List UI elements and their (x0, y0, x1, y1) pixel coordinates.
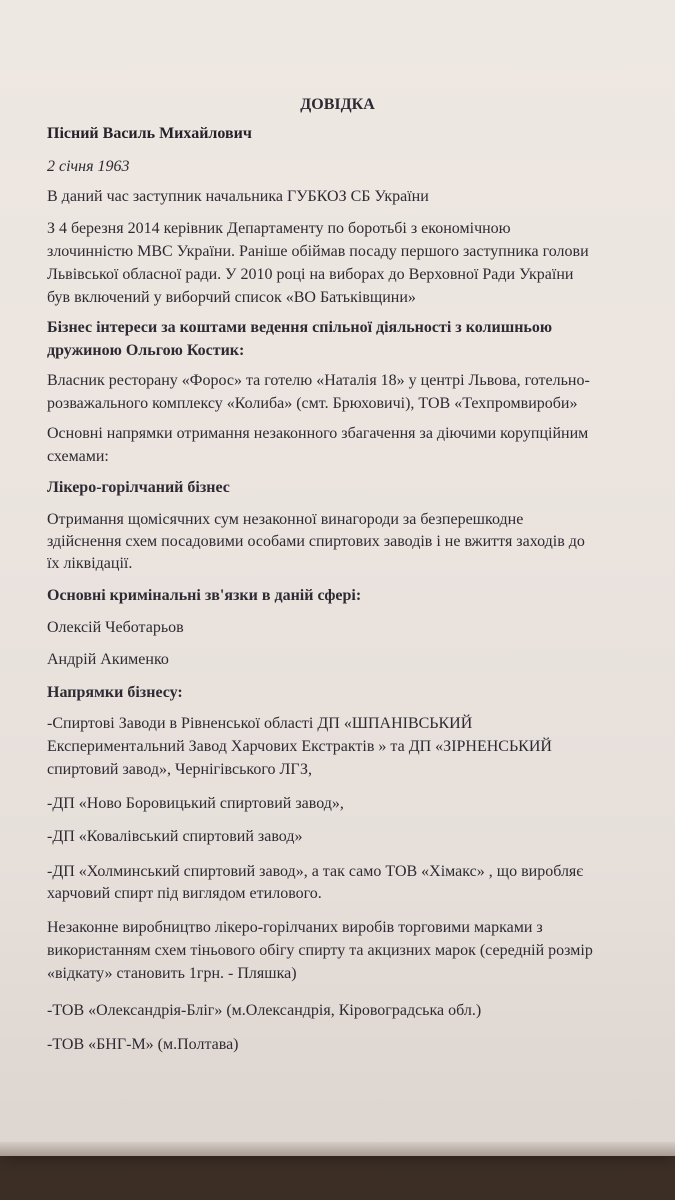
distillery-line: Експериментальний Завод Харчових Екстрактів » та ДП «ЗІРНЕНСЬКИЙ (47, 738, 552, 755)
illegal-line: Незаконне виробництво лікеро-горілчаних виробів торговими марками з (47, 919, 543, 936)
page-bottom-edge (0, 1142, 675, 1156)
bio-line: був включений у виборчий список «ВО Батьківщини» (47, 289, 416, 306)
birth-date: 2 січня 1963 (47, 158, 130, 175)
person-name: Пісний Василь Михайлович (47, 125, 252, 142)
schemes-line: схемами: (47, 448, 109, 465)
plant-kovaliv: -ДП «Ковалівський спиртовий завод» (47, 828, 303, 845)
bio-line: З 4 березня 2014 керівник Департаменту по боротьбі з економічною (47, 220, 511, 237)
kholmyn-line: -ДП «Холминський спиртовий завод», а так само ТОВ «Хімакс» , що виробляє (47, 863, 584, 880)
kholmyn-line: харчовий спирт під виглядом етилового. (47, 885, 322, 902)
owner-line: розважального комплексу «Колиба» (смт. Брюховичі), ТОВ «Техпромвироби» (47, 395, 578, 412)
criminal-heading: Основні кримінальні зв'язки в даній сфері: (47, 587, 362, 604)
directions-heading: Напрямки бізнесу: (47, 684, 183, 701)
distillery-line: спиртовий завод», Чернігівського ЛГЗ, (47, 761, 313, 778)
contact-name: Андрій Акименко (47, 651, 169, 668)
schemes-line: Основні напрямки отримання незаконного збагачення за діючими корупційним (47, 425, 589, 442)
illegal-line: використанням схем тіньового обігу спирту та акцизних марок (середній розмір (47, 942, 593, 959)
plant-novo: -ДП «Ново Боровицький спиртовий завод», (47, 795, 344, 812)
distillery-line: -Спиртові Заводи в Рівненської області ДП «ШПАНІВСЬКИЙ (47, 715, 473, 732)
business-heading: Бізнес інтереси за коштами ведення спільної діяльності з колишньою (47, 319, 553, 336)
illegal-line: «відкату» становить 1грн. - Пляшка) (47, 965, 297, 982)
company-aleksandria: -ТОВ «Олександрія-Бліг» (м.Олександрія, Кіровоградська обл.) (47, 1002, 482, 1019)
bribe-line: здійснення схем посадовими особами спиртових заводів і не вжиття заходів до (47, 533, 585, 550)
document-title: ДОВІДКА (300, 96, 375, 113)
contact-name: Олексій Чеботарьов (47, 619, 184, 636)
bio-line: злочинністю МВС України. Раніше обіймав посаду першого заступника голови (47, 243, 589, 260)
bio-line: Львівської обласної ради. У 2010 році на виборах до Верховної Ради України (47, 266, 574, 283)
bribe-line: Отримання щомісячних сум незаконної винагороди за безперешкодне (47, 511, 524, 528)
business-heading: дружиною Ольгою Костик: (47, 342, 245, 359)
bribe-line: їх ліквідації. (47, 555, 133, 572)
liquor-heading: Лікеро-горілчаний бізнес (47, 479, 230, 496)
company-bng: -ТОВ «БНГ-М» (м.Полтава) (47, 1036, 239, 1053)
owner-line: Власник ресторану «Форос» та готелю «Наталія 18» у центрі Львова, готельно- (47, 372, 590, 389)
current-position: В даний час заступник начальника ГУБКОЗ СБ України (47, 188, 429, 205)
